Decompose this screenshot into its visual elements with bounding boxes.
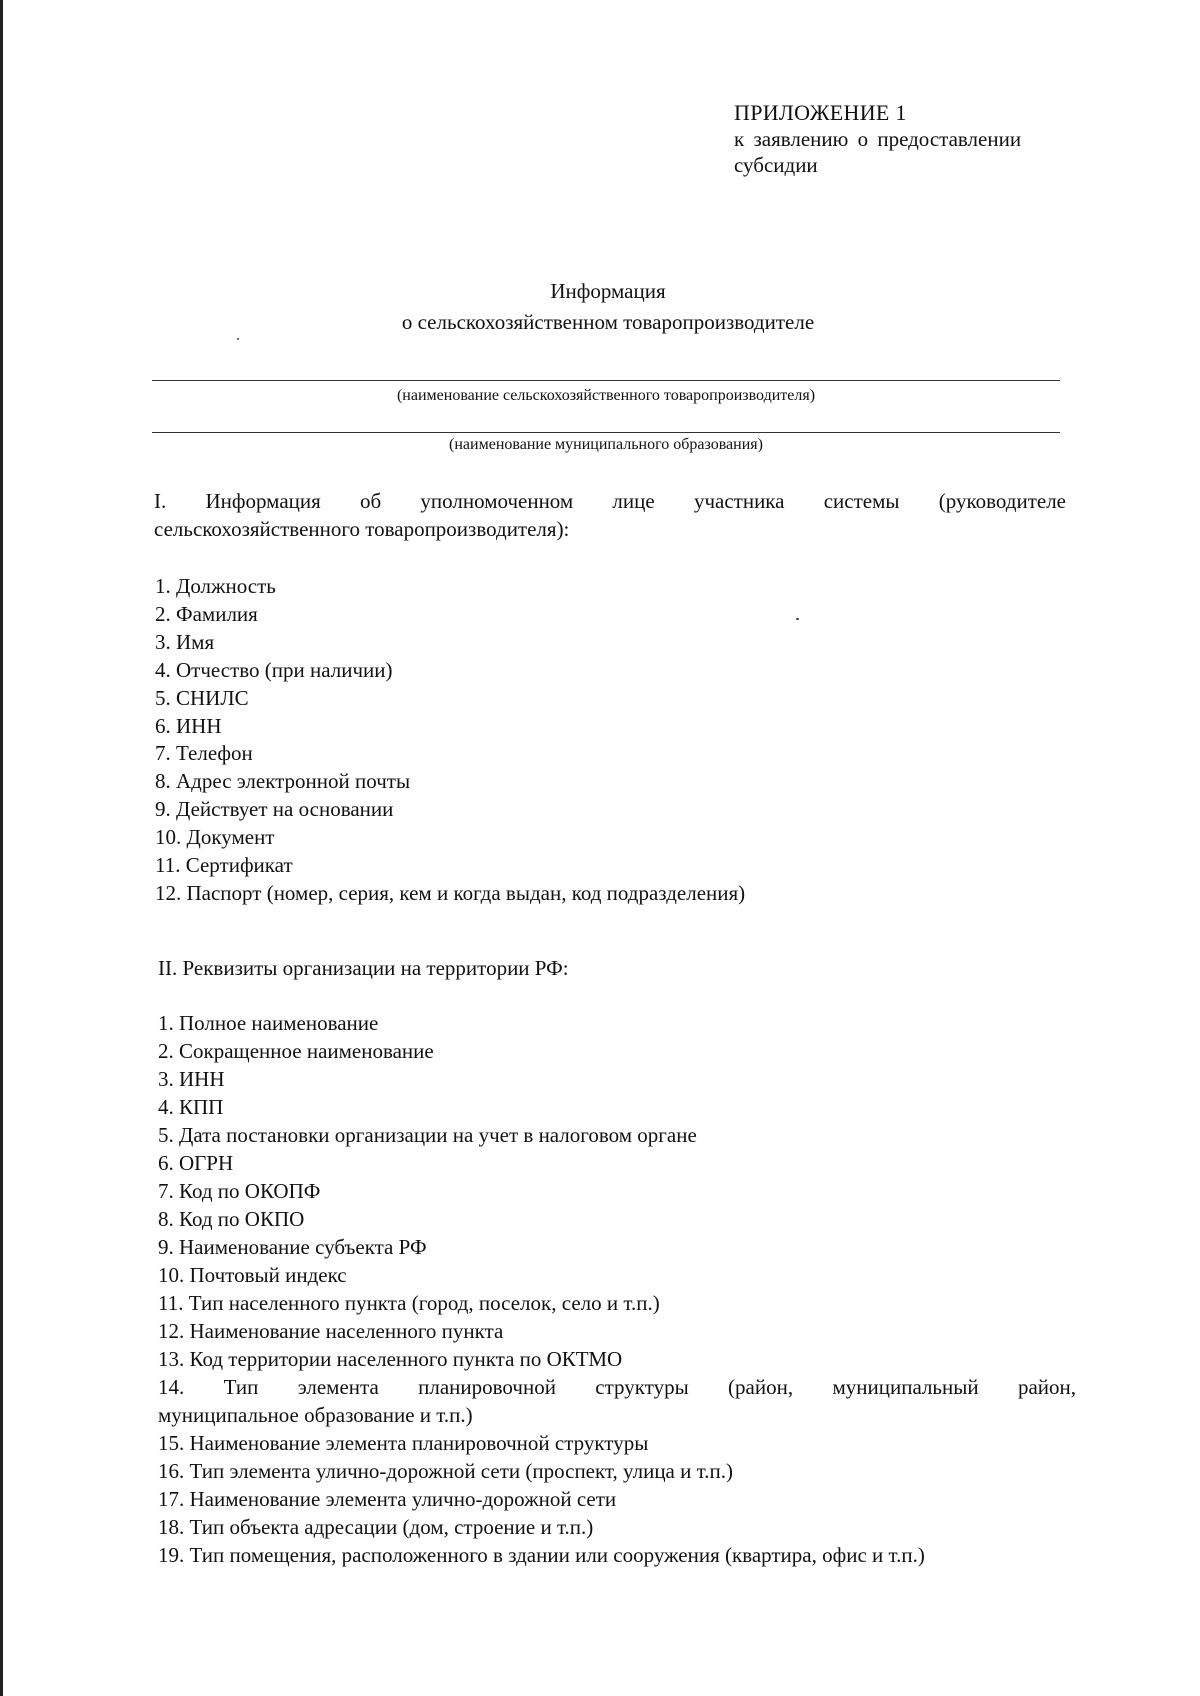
section2-list-item (158, 1373, 1076, 1429)
producer-name-caption: (наименование сельскохозяйственного товаропроизводителя) (396, 387, 816, 404)
section1-intro-line2: сельскохозяйственного товаропроизводителя): (154, 517, 570, 541)
section1-list-item: 9. Действует на основании (155, 797, 394, 822)
municipality-name-line (152, 432, 1060, 433)
section2-list-item: 2. Сокращенное наименование (158, 1039, 434, 1063)
section2-item14-line2: муниципальное образование и т.п.) (158, 1403, 473, 1427)
section2-list-item: 18. Тип объекта адресации (дом, строение и т.п.) (158, 1515, 594, 1539)
section2-list-item: 13. Код территории населенного пункта по ОКТМО (158, 1347, 623, 1371)
section2-list-item: 15. Наименование элемента планировочной структуры (158, 1431, 649, 1455)
section1-intro-line1: I. Информация об уполномоченном лице участника системы (руководителе (154, 489, 1066, 513)
section2-item14-line1: 14. Тип элемента планировочной структуры (район, муниципальный район, (158, 1375, 1076, 1399)
section2-list-item: 6. ОГРН (158, 1151, 234, 1175)
document-heading (0, 276, 1200, 338)
section1-list-item: 6. ИНН (155, 713, 222, 738)
section1-list-item: 5. СНИЛС (155, 685, 249, 710)
section1-list-item: 4. Отчество (при наличии) (155, 657, 393, 682)
section1-list-item: 1. Должность (155, 574, 276, 598)
section2-list-item: 19. Тип помещения, расположенного в здании или сооружения (квартира, офис и т.п.) (158, 1543, 925, 1567)
section2-list-item: 10. Почтовый индекс (158, 1263, 347, 1287)
section2-list-item: 3. ИНН (158, 1067, 225, 1091)
appendix-subtitle-line2: субсидии (734, 153, 818, 177)
section2-list-item: 8. Код по ОКПО (158, 1207, 305, 1231)
section1-list-item: 3. Имя (155, 629, 215, 654)
appendix-block (734, 100, 1074, 178)
section2-list-item: 5. Дата постановки организации на учет в налоговом органе (158, 1123, 697, 1147)
section2-list-item: 4. КПП (158, 1095, 224, 1119)
scan-edge (0, 0, 3, 1696)
section1-list-item: 11. Сертификат (155, 853, 293, 878)
scan-speck (237, 338, 239, 340)
section2-list-item: 11. Тип населенного пункта (город, поселок, село и т.п.) (158, 1291, 660, 1315)
appendix-title: ПРИЛОЖЕНИЕ 1 (734, 100, 907, 125)
section2-list-item: 1. Полное наименование (158, 1011, 379, 1035)
section1-list-item: 7. Телефон (155, 741, 253, 766)
municipality-name-caption: (наименование муниципального образования) (449, 436, 763, 453)
section1-list-item: 10. Документ (155, 825, 275, 850)
section1-intro (154, 487, 1066, 543)
section1-list-item: 8. Адрес электронной почты (155, 769, 411, 794)
section1-list-item: 12. Паспорт (номер, серия, кем и когда выдан, код подразделения) (155, 880, 746, 905)
section2-list-item: 12. Наименование населенного пункта (158, 1319, 504, 1343)
scan-speck (796, 618, 799, 620)
section2-list-item: 9. Наименование субъекта РФ (158, 1235, 427, 1259)
section2-list-item: 17. Наименование элемента улично-дорожной сети (158, 1487, 617, 1511)
section2-list (158, 1009, 1076, 1569)
heading-line1: Информация (550, 279, 666, 303)
section2-list-item: 7. Код по ОКОПФ (158, 1179, 321, 1203)
section1-list (155, 573, 745, 908)
producer-name-line (152, 380, 1060, 381)
section2-list-item: 16. Тип элемента улично-дорожной сети (проспект, улица и т.п.) (158, 1459, 733, 1483)
section1-list-item: 2. Фамилия (155, 601, 258, 626)
heading-line2: о сельскохозяйственном товаропроизводителе (401, 310, 815, 334)
appendix-subtitle-line1: к заявлению о предоставлении (734, 127, 1022, 151)
section2-title: II. Реквизиты организации на территории РФ: (158, 956, 569, 980)
